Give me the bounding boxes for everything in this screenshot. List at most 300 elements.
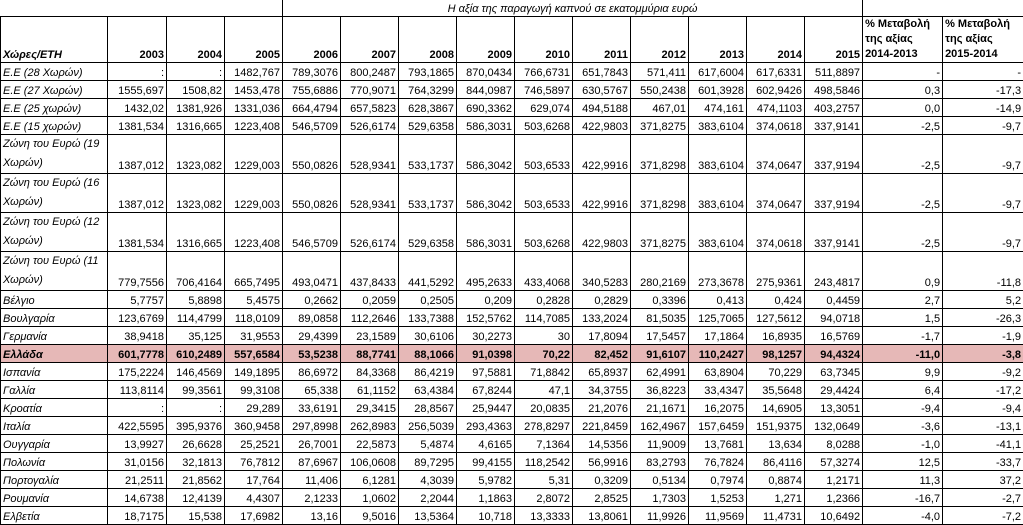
header-year: 2003 (108, 16, 167, 62)
cell-value: 1,2171 (805, 470, 863, 488)
cell-pct: -1,7 (863, 326, 943, 344)
cell-value: 15,538 (167, 506, 225, 524)
cell-value: 533,1737 (399, 173, 457, 212)
cell-value: 63,8904 (689, 362, 747, 380)
cell-pct: -2,5 (863, 116, 943, 134)
cell-value: 88,1066 (399, 344, 457, 362)
cell-value: 17,764 (225, 470, 283, 488)
cell-pct: -9,7 (943, 173, 1023, 212)
cell-value: 340,5283 (573, 251, 631, 290)
cell-value: 1229,003 (225, 134, 283, 173)
cell-value: 16,2075 (689, 398, 747, 416)
cell-value: 29,4399 (283, 326, 341, 344)
cell-value: 11,9009 (631, 434, 689, 452)
cell-value: 280,2169 (631, 251, 689, 290)
cell-pct: - (863, 62, 943, 80)
cell-value: 0,2059 (341, 290, 399, 308)
cell-value: 13,7681 (689, 434, 747, 452)
cell-value: 83,2793 (631, 452, 689, 470)
cell-value: 82,452 (573, 344, 631, 362)
cell-value: 746,5897 (515, 80, 573, 98)
header-year: 2006 (283, 16, 341, 62)
cell-value: 98,1257 (747, 344, 805, 362)
cell-value: 529,6358 (399, 212, 457, 251)
row-country: Βουλγαρία (1, 308, 108, 326)
cell-value: : (108, 398, 167, 416)
row-country: Πορτογαλία (1, 470, 108, 488)
cell-value: 433,4068 (515, 251, 573, 290)
cell-pct: -9,7 (943, 134, 1023, 173)
cell-value: 20,0835 (515, 398, 573, 416)
header-year: 2007 (341, 16, 399, 62)
cell-pct: 5,2 (943, 290, 1023, 308)
cell-pct: -4,0 (863, 506, 943, 524)
row-country: Ελλάδα (1, 344, 108, 362)
cell-value: 1,7303 (631, 488, 689, 506)
row-country: Ε.Ε (25 χωρών) (1, 98, 108, 116)
cell-value: 383,6104 (689, 173, 747, 212)
cell-value: 1316,665 (167, 212, 225, 251)
row-country: Ζώνη του Ευρώ (12 Χωρών) (1, 212, 108, 251)
cell-value: 503,6533 (515, 173, 573, 212)
cell-value: : (108, 62, 167, 80)
cell-pct: -33,7 (943, 452, 1023, 470)
cell-value: 34,3755 (573, 380, 631, 398)
cell-pct: -9,4 (863, 398, 943, 416)
cell-value: 99,4155 (457, 452, 515, 470)
cell-value: 63,7345 (805, 362, 863, 380)
cell-pct: 6,4 (863, 380, 943, 398)
cell-value: 61,1152 (341, 380, 399, 398)
row-country: Ζώνη του Ευρώ (11 Χωρών) (1, 251, 108, 290)
header-year: 2014 (747, 16, 805, 62)
cell-value: 5,8898 (167, 290, 225, 308)
cell-value: 62,4991 (631, 362, 689, 380)
cell-pct: -9,2 (943, 362, 1023, 380)
cell-value: 495,2633 (457, 251, 515, 290)
cell-value: 657,5823 (341, 98, 399, 116)
cell-pct: -9,4 (943, 398, 1023, 416)
cell-value: 36,8223 (631, 380, 689, 398)
cell-value: 0,8874 (747, 470, 805, 488)
cell-value: 0,5134 (631, 470, 689, 488)
title-row (1, 0, 1023, 16)
cell-value: 97,5881 (457, 362, 515, 380)
cell-value: 16,8935 (747, 326, 805, 344)
cell-value: 13,9927 (108, 434, 167, 452)
cell-value: 0,2505 (399, 290, 457, 308)
header-year: 2005 (225, 16, 283, 62)
header-countries: Χώρες/ΕΤΗ (1, 16, 108, 62)
cell-value: 13,8061 (573, 506, 631, 524)
cell-value: : (167, 398, 225, 416)
cell-value: 127,5612 (747, 308, 805, 326)
cell-value: 371,8298 (631, 173, 689, 212)
cell-value: 395,9376 (167, 416, 225, 434)
cell-value: 690,3362 (457, 98, 515, 116)
cell-value: 550,2438 (631, 80, 689, 98)
table-row (1, 308, 1023, 326)
header-year: 2008 (399, 16, 457, 62)
table-row (1, 416, 1023, 434)
row-country: Ελβετία (1, 506, 108, 524)
cell-value: 529,6358 (399, 116, 457, 134)
cell-value: 503,6533 (515, 134, 573, 173)
cell-value: 371,8275 (631, 212, 689, 251)
cell-pct: -11,8 (943, 251, 1023, 290)
cell-value: 1432,02 (108, 98, 167, 116)
cell-value: 29,289 (225, 398, 283, 416)
table-row (1, 290, 1023, 308)
cell-value: 374,0618 (747, 116, 805, 134)
cell-value: 383,6104 (689, 212, 747, 251)
cell-value: 13,3051 (805, 398, 863, 416)
header-year: 2009 (457, 16, 515, 62)
cell-value: 546,5709 (283, 116, 341, 134)
cell-value: 133,7388 (399, 308, 457, 326)
cell-value: 106,0608 (341, 452, 399, 470)
cell-pct: -2,7 (943, 488, 1023, 506)
cell-value: 99,3108 (225, 380, 283, 398)
cell-value: 297,8998 (283, 416, 341, 434)
cell-value: 4,3039 (399, 470, 457, 488)
cell-value: 10,718 (457, 506, 515, 524)
cell-pct: -17,2 (943, 380, 1023, 398)
cell-value: 114,4799 (167, 308, 225, 326)
cell-value: 422,5595 (108, 416, 167, 434)
cell-value: 1,5253 (689, 488, 747, 506)
cell-value: 94,0718 (805, 308, 863, 326)
header-year: 2013 (689, 16, 747, 62)
cell-value: 125,7065 (689, 308, 747, 326)
cell-value: 764,3299 (399, 80, 457, 98)
cell-value: 65,338 (283, 380, 341, 398)
cell-value: 57,3274 (805, 452, 863, 470)
header-year: 2015 (805, 16, 863, 62)
cell-value: 337,9141 (805, 116, 863, 134)
cell-value: 91,0398 (457, 344, 515, 362)
header-year: 2012 (631, 16, 689, 62)
cell-value: 87,6967 (283, 452, 341, 470)
cell-value: 1381,534 (108, 116, 167, 134)
cell-value: 118,0109 (225, 308, 283, 326)
cell-value: 1223,408 (225, 212, 283, 251)
cell-value: 437,8433 (341, 251, 399, 290)
cell-value: 26,7001 (283, 434, 341, 452)
cell-value: : (167, 62, 225, 80)
cell-value: 5,31 (515, 470, 573, 488)
cell-value: 275,9361 (747, 251, 805, 290)
cell-value: 0,2662 (283, 290, 341, 308)
cell-value: 403,2757 (805, 98, 863, 116)
cell-value: 293,4363 (457, 416, 515, 434)
cell-value: 766,6731 (515, 62, 573, 80)
cell-value: 526,6174 (341, 212, 399, 251)
cell-pct: -9,7 (943, 116, 1023, 134)
cell-value: 1223,408 (225, 116, 283, 134)
cell-value: 533,1737 (399, 134, 457, 173)
table-row (1, 344, 1023, 362)
cell-value: 114,7085 (515, 308, 573, 326)
row-country: Ισπανία (1, 362, 108, 380)
cell-value: 65,8937 (573, 362, 631, 380)
cell-value: 550,0826 (283, 173, 341, 212)
cell-value: 25,2521 (225, 434, 283, 452)
row-country: Ε.Ε (27 Χωρών) (1, 80, 108, 98)
cell-value: 18,7175 (108, 506, 167, 524)
header-year: 2010 (515, 16, 573, 62)
cell-value: 33,6191 (283, 398, 341, 416)
cell-value: 586,3031 (457, 212, 515, 251)
cell-value: 11,9569 (689, 506, 747, 524)
cell-value: 2,1233 (283, 488, 341, 506)
cell-pct: -26,3 (943, 308, 1023, 326)
cell-value: 29,4424 (805, 380, 863, 398)
cell-value: 17,6982 (225, 506, 283, 524)
cell-value: 63,4384 (399, 380, 457, 398)
cell-value: 71,8842 (515, 362, 573, 380)
table-row (1, 80, 1023, 98)
cell-value: 789,3076 (283, 62, 341, 80)
cell-value: 770,9071 (341, 80, 399, 98)
cell-value: 132,0649 (805, 416, 863, 434)
row-country: Κροατία (1, 398, 108, 416)
cell-value: 32,1813 (167, 452, 225, 470)
cell-pct: -2,5 (863, 212, 943, 251)
cell-value: 503,6268 (515, 116, 573, 134)
cell-value: 30 (515, 326, 573, 344)
cell-value: 617,6331 (747, 62, 805, 80)
row-country: Ουγγαρία (1, 434, 108, 452)
cell-value: 175,2224 (108, 362, 167, 380)
cell-value: 47,1 (515, 380, 573, 398)
cell-value: 14,6738 (108, 488, 167, 506)
cell-value: 0,4459 (805, 290, 863, 308)
header-pct-change: % Μεταβολή της αξίας 2014-2013 (863, 16, 943, 62)
table-row (1, 116, 1023, 134)
cell-value: 157,6459 (689, 416, 747, 434)
cell-value: 793,1865 (399, 62, 457, 80)
cell-value: 110,2427 (689, 344, 747, 362)
cell-value: 586,3042 (457, 134, 515, 173)
cell-value: 360,9458 (225, 416, 283, 434)
cell-value: 17,8094 (573, 326, 631, 344)
header-year: 2011 (573, 16, 631, 62)
cell-pct: 1,5 (863, 308, 943, 326)
cell-value: 133,2024 (573, 308, 631, 326)
cell-value: 0,2829 (573, 290, 631, 308)
cell-value: 99,3561 (167, 380, 225, 398)
cell-value: 0,209 (457, 290, 515, 308)
header-pct-change: % Μεταβολή της αξίας 2015-2014 (943, 16, 1023, 62)
cell-value: 26,6628 (167, 434, 225, 452)
cell-value: 67,8244 (457, 380, 515, 398)
table-body (1, 0, 1023, 524)
cell-value: 586,3031 (457, 116, 515, 134)
cell-value: 4,4307 (225, 488, 283, 506)
cell-value: 16,5769 (805, 326, 863, 344)
cell-value: 113,8114 (108, 380, 167, 398)
table-row (1, 380, 1023, 398)
cell-pct: 12,5 (863, 452, 943, 470)
cell-value: 383,6104 (689, 116, 747, 134)
table-row (1, 488, 1023, 506)
cell-value: 0,424 (747, 290, 805, 308)
cell-value: 337,9141 (805, 212, 863, 251)
cell-value: 1229,003 (225, 173, 283, 212)
cell-value: 31,9553 (225, 326, 283, 344)
cell-value: 1381,926 (167, 98, 225, 116)
table-row (1, 326, 1023, 344)
cell-value: 76,7812 (225, 452, 283, 470)
cell-value: 10,6492 (805, 506, 863, 524)
cell-pct: -9,7 (943, 212, 1023, 251)
cell-pct: -1,0 (863, 434, 943, 452)
row-country: Ζώνη του Ευρώ (19 Χωρών) (1, 134, 108, 173)
cell-value: 474,161 (689, 98, 747, 116)
cell-value: 0,413 (689, 290, 747, 308)
cell-value: 498,5846 (805, 80, 863, 98)
cell-value: 610,2489 (167, 344, 225, 362)
cell-value: 221,8459 (573, 416, 631, 434)
cell-pct: -11,0 (863, 344, 943, 362)
cell-value: 81,5035 (631, 308, 689, 326)
cell-value: 12,4139 (167, 488, 225, 506)
cell-value: 28,8567 (399, 398, 457, 416)
cell-value: 6,1281 (341, 470, 399, 488)
cell-value: 1323,082 (167, 134, 225, 173)
cell-value: 1,1863 (457, 488, 515, 506)
cell-value: 86,4116 (747, 452, 805, 470)
cell-value: 706,4164 (167, 251, 225, 290)
cell-value: 17,1864 (689, 326, 747, 344)
cell-pct: -3,8 (943, 344, 1023, 362)
table-row (1, 134, 1023, 173)
row-country: Ε.Ε (28 Χωρών) (1, 62, 108, 80)
cell-value: 1,271 (747, 488, 805, 506)
row-country: Γαλλία (1, 380, 108, 398)
cell-value: 546,5709 (283, 212, 341, 251)
table-row (1, 251, 1023, 290)
cell-value: 870,0434 (457, 62, 515, 80)
cell-pct: -2,5 (863, 134, 943, 173)
cell-pct: 11,3 (863, 470, 943, 488)
cell-value: 1,0602 (341, 488, 399, 506)
cell-value: 337,9194 (805, 134, 863, 173)
cell-pct: -41,1 (943, 434, 1023, 452)
cell-pct: -17,3 (943, 80, 1023, 98)
cell-value: 11,4731 (747, 506, 805, 524)
cell-value: 89,7295 (399, 452, 457, 470)
cell-value: 371,8298 (631, 134, 689, 173)
cell-value: 29,3415 (341, 398, 399, 416)
table-title: Η αξία της παραγωγή καπνού σε εκατομμύρια ευρώ (283, 0, 863, 16)
cell-value: 38,9418 (108, 326, 167, 344)
cell-value: 557,6584 (225, 344, 283, 362)
cell-value: 601,7778 (108, 344, 167, 362)
cell-value: 5,9782 (457, 470, 515, 488)
cell-value: 14,5356 (573, 434, 631, 452)
cell-pct: - (943, 62, 1023, 80)
cell-value: 800,2487 (341, 62, 399, 80)
cell-value: 422,9916 (573, 134, 631, 173)
cell-value: 35,125 (167, 326, 225, 344)
cell-pct: 9,9 (863, 362, 943, 380)
cell-value: 422,9803 (573, 212, 631, 251)
table-row (1, 452, 1023, 470)
cell-value: 1453,478 (225, 80, 283, 98)
table-row (1, 398, 1023, 416)
cell-value: 602,9426 (747, 80, 805, 98)
cell-value: 13,3333 (515, 506, 573, 524)
cell-value: 665,7495 (225, 251, 283, 290)
table-row (1, 470, 1023, 488)
cell-value: 374,0647 (747, 173, 805, 212)
cell-value: 1331,036 (225, 98, 283, 116)
row-country: Ρουμανία (1, 488, 108, 506)
cell-value: 149,1895 (225, 362, 283, 380)
cell-value: 422,9916 (573, 173, 631, 212)
cell-value: 2,2044 (399, 488, 457, 506)
table-row (1, 173, 1023, 212)
cell-value: 571,411 (631, 62, 689, 80)
row-country: Ζώνη του Ευρώ (16 Χωρών) (1, 173, 108, 212)
cell-value: 474,1103 (747, 98, 805, 116)
cell-pct: -2,5 (863, 173, 943, 212)
cell-value: 5,7757 (108, 290, 167, 308)
cell-value: 528,9341 (341, 134, 399, 173)
cell-value: 630,5767 (573, 80, 631, 98)
cell-value: 94,4324 (805, 344, 863, 362)
cell-value: 7,1364 (515, 434, 573, 452)
cell-value: 86,4219 (399, 362, 457, 380)
cell-value: 13,5364 (399, 506, 457, 524)
cell-value: 383,6104 (689, 134, 747, 173)
cell-pct: 0,9 (863, 251, 943, 290)
cell-value: 550,0826 (283, 134, 341, 173)
cell-value: 33,4347 (689, 380, 747, 398)
cell-pct: -1,9 (943, 326, 1023, 344)
table-row (1, 62, 1023, 80)
cell-value: 14,6905 (747, 398, 805, 416)
table-row (1, 98, 1023, 116)
cell-pct: -16,7 (863, 488, 943, 506)
cell-value: 21,8562 (167, 470, 225, 488)
cell-value: 0,7974 (689, 470, 747, 488)
cell-value: 371,8275 (631, 116, 689, 134)
cell-value: 1387,012 (108, 173, 167, 212)
cell-value: 21,2076 (573, 398, 631, 416)
cell-value: 503,6268 (515, 212, 573, 251)
cell-value: 13,634 (747, 434, 805, 452)
cell-value: 628,3867 (399, 98, 457, 116)
cell-value: 70,22 (515, 344, 573, 362)
cell-pct: -13,1 (943, 416, 1023, 434)
cell-value: 0,2828 (515, 290, 573, 308)
cell-value: 441,5292 (399, 251, 457, 290)
cell-value: 422,9803 (573, 116, 631, 134)
cell-value: 112,2646 (341, 308, 399, 326)
cell-value: 262,8983 (341, 416, 399, 434)
cell-value: 118,2542 (515, 452, 573, 470)
cell-value: 374,0647 (747, 134, 805, 173)
row-country: Γερμανία (1, 326, 108, 344)
cell-value: 25,9447 (457, 398, 515, 416)
cell-value: 35,5648 (747, 380, 805, 398)
cell-value: 1316,665 (167, 116, 225, 134)
cell-value: 4,6165 (457, 434, 515, 452)
cell-value: 664,4794 (283, 98, 341, 116)
